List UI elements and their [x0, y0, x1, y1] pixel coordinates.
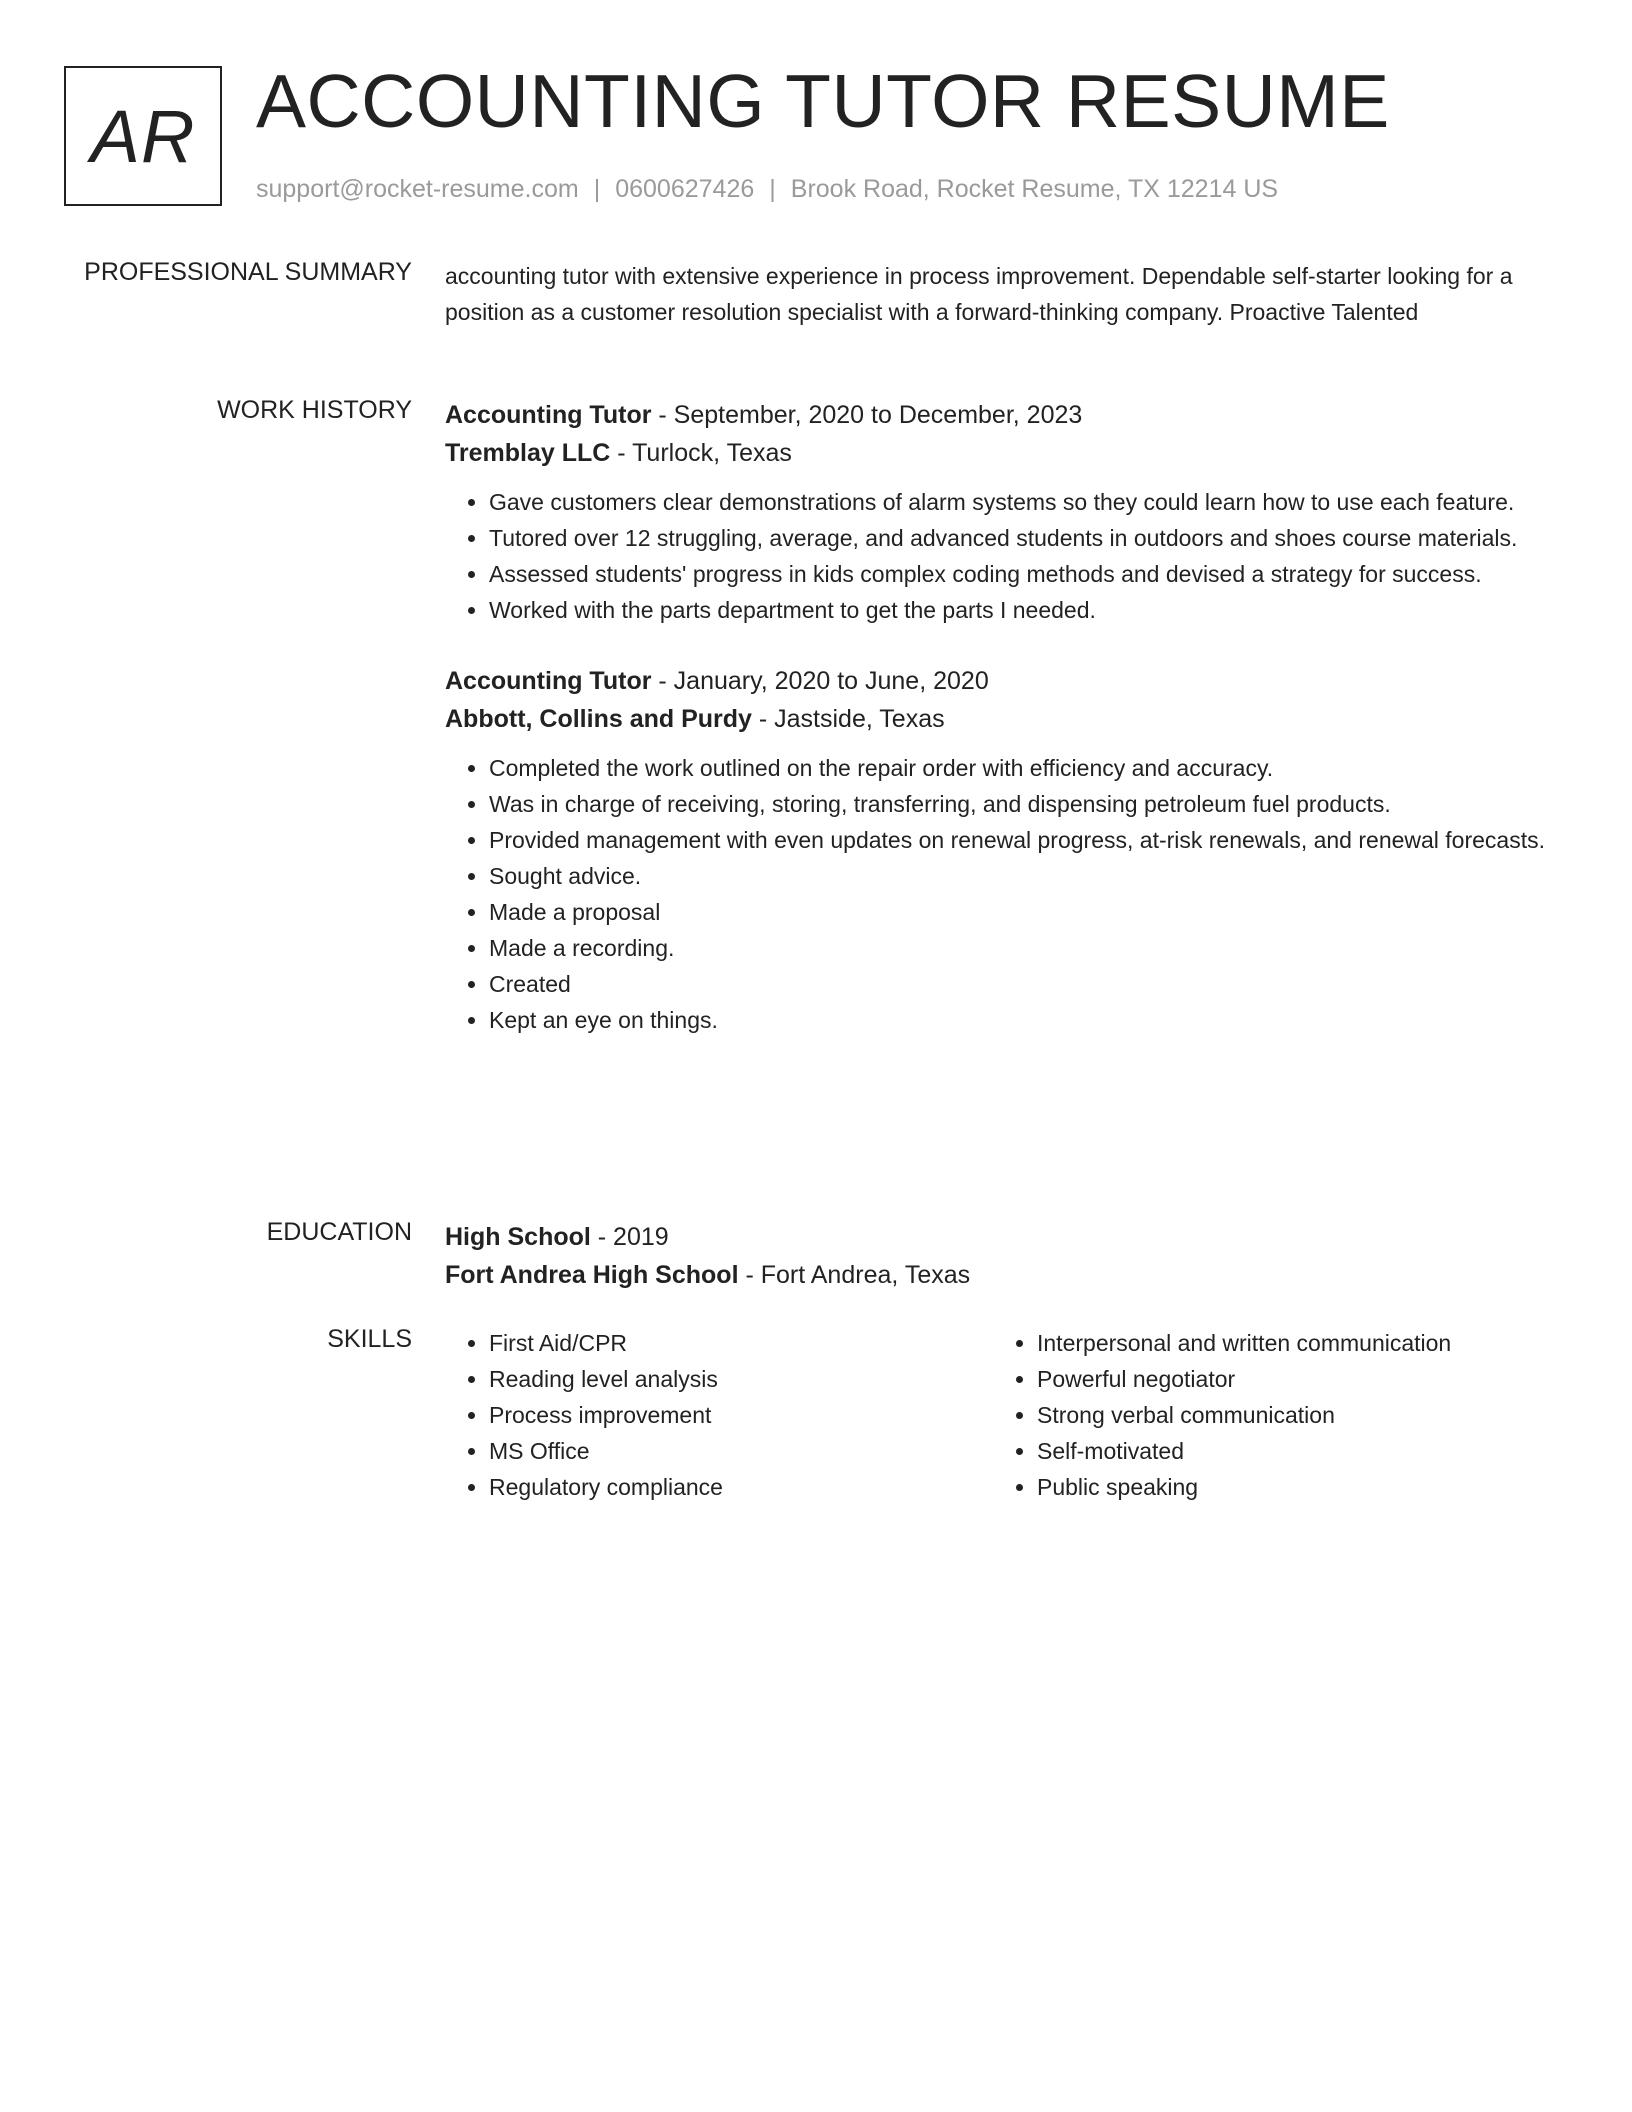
list-item: • Made a proposal: [489, 894, 1545, 930]
job-location: - Jastside, Texas: [751, 705, 945, 733]
education-location: - Fort Andrea, Texas: [738, 1261, 971, 1289]
job-entry: [445, 396, 1545, 628]
skills-columns: [445, 1325, 1545, 1505]
list-item: • Provided management with even updates on renewal progress, at-risk renewals, and renewal forecasts.: [489, 822, 1545, 858]
education-body: [445, 1218, 1545, 1294]
list-item: • Reading level analysis: [489, 1361, 993, 1397]
list-item: • Self-motivated: [1037, 1433, 1541, 1469]
job-dates: - January, 2020 to June, 2020: [651, 667, 989, 695]
education-label: EDUCATION: [266, 1218, 412, 1246]
education-year: - 2019: [590, 1223, 669, 1251]
list-item: • Powerful negotiator: [1037, 1361, 1541, 1397]
job-title: Accounting Tutor: [445, 401, 652, 429]
job-duties-list: [445, 484, 1545, 628]
job-company: Tremblay LLC: [445, 439, 611, 467]
education-school: Fort Andrea High School: [445, 1261, 739, 1289]
skills-label: SKILLS: [327, 1325, 412, 1353]
monogram-logo: AR: [64, 66, 222, 206]
contact-address: Brook Road, Rocket Resume, TX 12214 US: [790, 175, 1279, 203]
skills-column-left: [445, 1325, 993, 1505]
education-school-line: [445, 1256, 1545, 1294]
job-company-line: [445, 434, 1545, 472]
summary-text: accounting tutor with extensive experience in process improvement. Dependable self-starter looking for a position as a customer resolution specialist with a forward-thinking company. Proactive Talented: [445, 263, 1513, 325]
job-title-line: [445, 396, 1545, 434]
skills-list-left: [445, 1325, 993, 1505]
list-item: • Tutored over 12 struggling, average, and advanced students in outdoors and shoes course materials.: [489, 520, 1545, 556]
skills-body: [445, 1325, 1545, 1505]
contact-line: [256, 175, 1278, 204]
education-degree: High School: [445, 1223, 591, 1251]
list-item: • Interpersonal and written communication: [1037, 1325, 1541, 1361]
job-title-line: [445, 662, 1545, 700]
list-item: • Created: [489, 966, 1545, 1002]
job-company: Abbott, Collins and Purdy: [445, 705, 752, 733]
list-item: • First Aid/CPR: [489, 1325, 993, 1361]
list-item: • Strong verbal communication: [1037, 1397, 1541, 1433]
contact-separator: |: [769, 175, 776, 203]
contact-separator: |: [593, 175, 601, 203]
job-duties-list: [445, 750, 1545, 1038]
list-item: • Process improvement: [489, 1397, 993, 1433]
contact-phone: 0600627426: [615, 175, 755, 203]
list-item: • Kept an eye on things.: [489, 1002, 1545, 1038]
job-company-line: [445, 700, 1545, 738]
work-history-label: WORK HISTORY: [217, 396, 412, 424]
list-item: • Was in charge of receiving, storing, transferring, and dispensing petroleum fuel products.: [489, 786, 1545, 822]
list-item: • Gave customers clear demonstrations of alarm systems so they could learn how to use each feature.: [489, 484, 1545, 520]
list-item: • Assessed students' progress in kids complex coding methods and devised a strategy for success.: [489, 556, 1545, 592]
list-item: • Completed the work outlined on the repair order with efficiency and accuracy.: [489, 750, 1545, 786]
education-degree-line: [445, 1218, 1545, 1256]
list-item: • Public speaking: [1037, 1469, 1541, 1505]
list-item: • Sought advice.: [489, 858, 1545, 894]
contact-email: support@rocket-resume.com: [256, 175, 579, 203]
list-item: • MS Office: [489, 1433, 993, 1469]
resume-title: ACCOUNTING TUTOR RESUME: [256, 59, 1390, 143]
list-item: • Regulatory compliance: [489, 1469, 993, 1505]
list-item: • Made a recording.: [489, 930, 1545, 966]
work-history-body: [445, 396, 1545, 1038]
job-location: - Turlock, Texas: [610, 439, 792, 467]
summary-label: PROFESSIONAL SUMMARY: [84, 258, 412, 286]
job-entry: [445, 662, 1545, 1038]
skills-column-right: [993, 1325, 1541, 1505]
skills-list-right: [993, 1325, 1541, 1505]
job-title: Accounting Tutor: [445, 667, 652, 695]
list-item: • Worked with the parts department to get the parts I needed.: [489, 592, 1545, 628]
job-dates: - September, 2020 to December, 2023: [651, 401, 1083, 429]
